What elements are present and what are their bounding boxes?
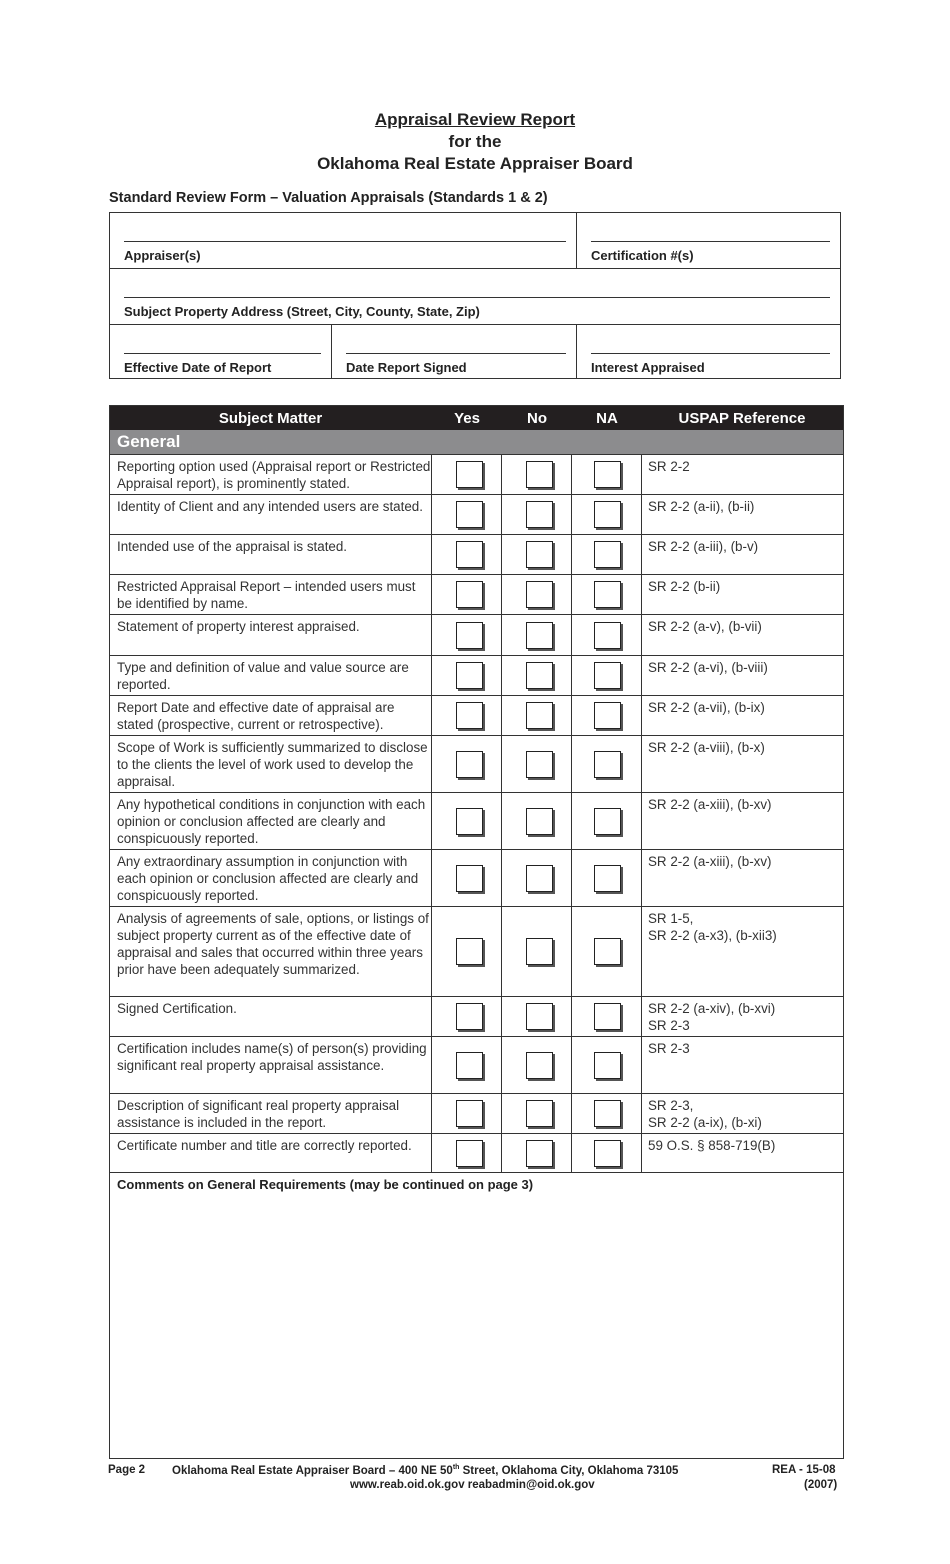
col-divider [571, 454, 572, 1172]
no-checkbox[interactable] [526, 702, 553, 729]
row-reference: SR 2-2 (a-ii), (b-ii) [648, 499, 755, 514]
row-subject: Any hypothetical conditions in conjunction with each opinion or conclusion affected are clearly and conspicuously reported. [117, 797, 426, 846]
table-row [110, 534, 843, 574]
no-checkbox[interactable] [526, 581, 553, 608]
yes-checkbox[interactable] [456, 622, 483, 649]
yes-checkbox[interactable] [456, 541, 483, 568]
appraisers-field[interactable] [110, 213, 577, 268]
table-row [110, 1036, 843, 1093]
row-subject: Report Date and effective date of appraisal are stated (prospective, current or retrospective). [117, 700, 395, 732]
comments-area[interactable] [110, 1172, 843, 1458]
checklist-table [109, 405, 844, 1459]
address-field[interactable] [110, 269, 840, 324]
col-divider [501, 454, 502, 1172]
interest-label: Interest Appraised [591, 360, 705, 375]
table-row [110, 1093, 843, 1133]
no-checkbox[interactable] [526, 501, 553, 528]
title-line-3: Oklahoma Real Estate Appraiser Board [317, 154, 633, 173]
certification-field[interactable] [577, 213, 840, 268]
info-row-1 [110, 213, 840, 269]
header-yes: Yes [454, 410, 480, 427]
row-reference: SR 1-5, SR 2-2 (a-x3), (b-xii3) [648, 911, 777, 943]
section-title: General [117, 432, 181, 451]
interest-line [591, 353, 830, 354]
no-checkbox[interactable] [526, 865, 553, 892]
table-row [110, 614, 843, 655]
comments-label: Comments on General Requirements (may be continued on page 3) [117, 1177, 534, 1192]
no-checkbox[interactable] [526, 938, 553, 965]
no-checkbox[interactable] [526, 461, 553, 488]
date-signed-line [346, 353, 566, 354]
info-row-3 [110, 325, 840, 378]
row-subject: Certificate number and title are correctly reported. [117, 1138, 412, 1153]
table-row [110, 695, 843, 735]
yes-checkbox[interactable] [456, 1100, 483, 1127]
title-line-2: for the [448, 132, 502, 151]
address-post: Street, Oklahoma City, Oklahoma 73105 [459, 1464, 679, 1477]
row-reference: SR 2-2 (a-xiii), (b-xv) [648, 854, 772, 869]
yes-checkbox[interactable] [456, 501, 483, 528]
document-title [0, 109, 950, 175]
no-checkbox[interactable] [526, 1100, 553, 1127]
no-checkbox[interactable] [526, 541, 553, 568]
row-subject: Reporting option used (Appraisal report or Restricted Appraisal report), is prominently stated. [117, 459, 431, 491]
table-row [110, 996, 843, 1036]
na-checkbox[interactable] [594, 702, 621, 729]
na-checkbox[interactable] [594, 622, 621, 649]
address-sup: th [452, 1464, 460, 1471]
row-subject: Analysis of agreements of sale, options, or listings of subject property current as of the effective date of appraisal and sales that occurred within three years prior have been adequately summarized. [117, 911, 429, 977]
row-subject: Scope of Work is sufficiently summarized to disclose to the clients the level of work used to develop the appraisal. [117, 740, 428, 789]
address-line [124, 297, 830, 298]
no-checkbox[interactable] [526, 1140, 553, 1167]
yes-checkbox[interactable] [456, 1052, 483, 1079]
yes-checkbox[interactable] [456, 702, 483, 729]
table-row [110, 735, 843, 792]
row-reference: SR 2-2 (a-xiv), (b-xvi) SR 2-3 [648, 1001, 776, 1033]
no-checkbox[interactable] [526, 1003, 553, 1030]
title-line-1: Appraisal Review Report [374, 110, 576, 129]
row-subject: Identity of Client and any intended users are stated. [117, 499, 423, 514]
yes-checkbox[interactable] [456, 1003, 483, 1030]
table-row [110, 906, 843, 996]
effective-date-field[interactable] [110, 325, 332, 378]
no-checkbox[interactable] [526, 1052, 553, 1079]
section-header [110, 430, 843, 454]
na-checkbox[interactable] [594, 461, 621, 488]
interest-field[interactable] [577, 325, 840, 378]
no-checkbox[interactable] [526, 622, 553, 649]
yes-checkbox[interactable] [456, 938, 483, 965]
table-row [110, 1133, 843, 1173]
no-checkbox[interactable] [526, 751, 553, 778]
form-subtitle: Standard Review Form – Valuation Appraisals (Standards 1 & 2) [109, 190, 548, 206]
table-row [110, 494, 843, 534]
row-reference: SR 2-3, SR 2-2 (a-ix), (b-xi) [648, 1098, 762, 1130]
na-checkbox[interactable] [594, 1140, 621, 1167]
header-subject: Subject Matter [218, 410, 323, 427]
row-reference: SR 2-2 (a-v), (b-vii) [648, 619, 762, 634]
yes-checkbox[interactable] [456, 461, 483, 488]
table-row [110, 792, 843, 849]
row-subject: Type and definition of value and value source are reported. [117, 660, 409, 692]
table-header [110, 406, 843, 430]
yes-checkbox[interactable] [456, 662, 483, 689]
row-subject: Description of significant real property appraisal assistance is included in the report. [117, 1098, 400, 1130]
date-signed-label: Date Report Signed [346, 360, 467, 375]
row-subject: Any extraordinary assumption in conjunction with each opinion or conclusion affected are clearly and conspicuously reported. [117, 854, 419, 903]
yes-checkbox[interactable] [456, 865, 483, 892]
no-checkbox[interactable] [526, 808, 553, 835]
na-checkbox[interactable] [594, 662, 621, 689]
form-number: REA - 15-08 [772, 1464, 836, 1476]
yes-checkbox[interactable] [456, 1140, 483, 1167]
header-no: No [527, 410, 547, 427]
row-subject: Certification includes name(s) of person(s) providing significant real property appraisal assistance. [117, 1041, 427, 1073]
board-address [172, 1464, 732, 1477]
row-reference: SR 2-2 (a-vii), (b-ix) [648, 700, 765, 715]
address-pre: Oklahoma Real Estate Appraiser Board – 400 NE 50 [172, 1464, 453, 1477]
na-checkbox[interactable] [594, 865, 621, 892]
table-row [110, 574, 843, 614]
row-reference: SR 2-2 (a-iii), (b-v) [648, 539, 759, 554]
na-checkbox[interactable] [594, 1003, 621, 1030]
row-subject: Signed Certification. [117, 1001, 237, 1016]
table-row [110, 454, 843, 494]
na-checkbox[interactable] [594, 751, 621, 778]
header-na: NA [596, 410, 618, 427]
row-reference: SR 2-3 [648, 1041, 690, 1056]
row-subject: Statement of property interest appraised. [117, 619, 360, 634]
row-subject: Intended use of the appraisal is stated. [117, 539, 348, 554]
effective-date-label: Effective Date of Report [124, 360, 272, 375]
row-subject: Restricted Appraisal Report – intended users must be identified by name. [117, 579, 416, 611]
na-checkbox[interactable] [594, 938, 621, 965]
appraisers-line [124, 241, 566, 242]
na-checkbox[interactable] [594, 1052, 621, 1079]
date-signed-field[interactable] [332, 325, 577, 378]
yes-checkbox[interactable] [456, 751, 483, 778]
table-row [110, 849, 843, 906]
board-contact: www.reab.oid.ok.gov reabadmin@oid.ok.gov [350, 1479, 595, 1491]
certification-line [591, 241, 830, 242]
row-reference: SR 2-2 (b-ii) [648, 579, 721, 594]
na-checkbox[interactable] [594, 808, 621, 835]
na-checkbox[interactable] [594, 581, 621, 608]
na-checkbox[interactable] [594, 1100, 621, 1127]
info-row-2 [110, 269, 840, 325]
col-divider [641, 454, 642, 1172]
na-checkbox[interactable] [594, 541, 621, 568]
table-row [110, 655, 843, 695]
row-reference: SR 2-2 [648, 459, 690, 474]
col-divider [431, 454, 432, 1172]
row-reference: SR 2-2 (a-vi), (b-viii) [648, 660, 768, 675]
row-reference: 59 O.S. § 858-719(B) [648, 1138, 776, 1153]
form-year: (2007) [804, 1479, 838, 1491]
report-info-box [109, 212, 841, 379]
na-checkbox[interactable] [594, 501, 621, 528]
header-reference: USPAP Reference [678, 410, 806, 427]
certification-label: Certification #(s) [591, 248, 694, 263]
row-reference: SR 2-2 (a-xiii), (b-xv) [648, 797, 772, 812]
no-checkbox[interactable] [526, 662, 553, 689]
yes-checkbox[interactable] [456, 581, 483, 608]
address-label: Subject Property Address (Street, City, County, State, Zip) [124, 304, 480, 319]
page-number: Page 2 [108, 1464, 146, 1476]
effective-date-line [124, 353, 321, 354]
row-reference: SR 2-2 (a-viii), (b-x) [648, 740, 765, 755]
yes-checkbox[interactable] [456, 808, 483, 835]
appraisers-label: Appraiser(s) [124, 248, 201, 263]
